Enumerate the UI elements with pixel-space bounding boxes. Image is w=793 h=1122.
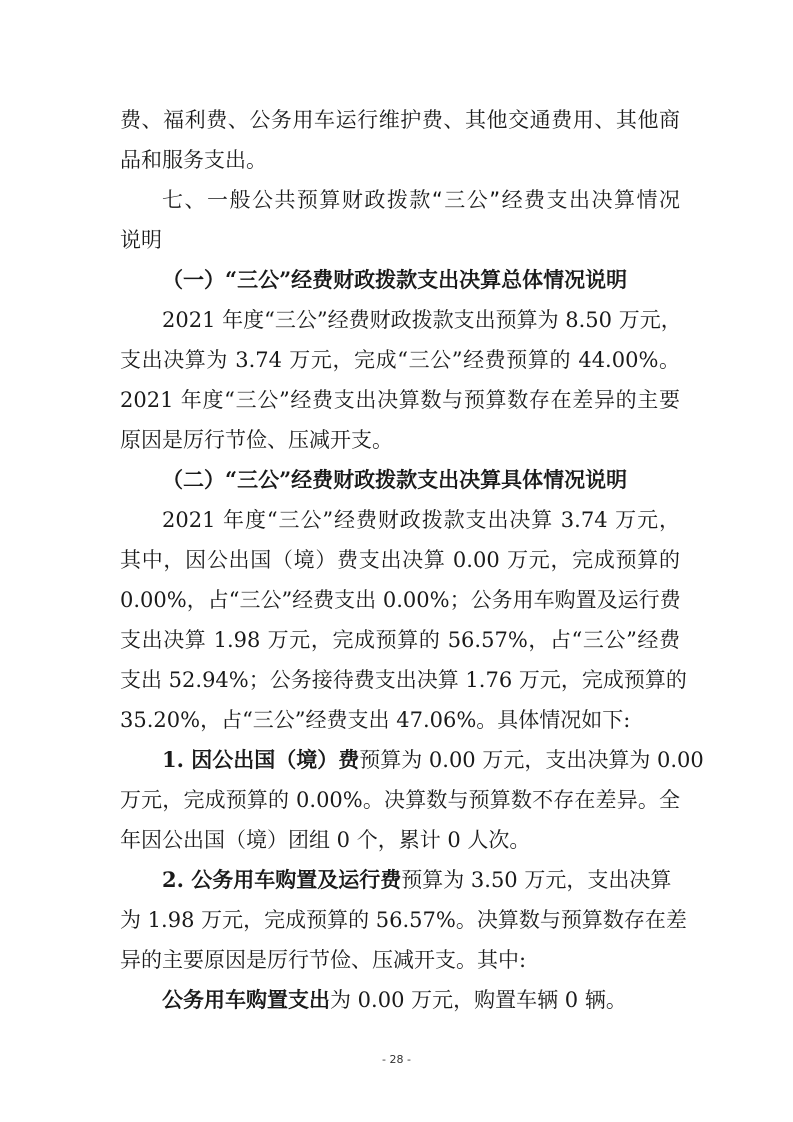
item-3-text: 为 0.00 万元，购置车辆 0 辆。 bbox=[330, 988, 627, 1012]
item-2-line bbox=[162, 861, 680, 899]
body-text-line: 2021 年度“三公”经费支出决算数与预算数存在差异的主要 bbox=[120, 388, 680, 412]
body-text-line: 异的主要原因是厉行节俭、压减开支。其中: bbox=[120, 948, 527, 972]
body-text-line: 支出决算 1.98 万元，完成预算的 56.57%，占“三公”经费 bbox=[120, 628, 680, 652]
section-heading: 七、一般公共预算财政拨款“三公”经费支出决算情况 bbox=[162, 188, 680, 212]
section-heading-continued: 说明 bbox=[120, 228, 162, 252]
item-2-lead: 2. 公务用车购置及运行费 bbox=[162, 867, 402, 892]
body-text-line: 0.00%，占“三公”经费支出 0.00%；公务用车购置及运行费 bbox=[120, 588, 681, 612]
body-text-line: 35.20%，占“三公”经费支出 47.06%。具体情况如下: bbox=[120, 708, 631, 732]
body-text-line: 2021 年度“三公”经费财政拨款支出决算 3.74 万元， bbox=[162, 508, 680, 532]
body-text-line: 支出决算为 3.74 万元，完成“三公”经费预算的 44.00%。 bbox=[120, 348, 680, 372]
body-text-line: 其中，因公出国（境）费支出决算 0.00 万元，完成预算的 bbox=[120, 548, 680, 572]
body-text-line: 原因是厉行节俭、压减开支。 bbox=[120, 428, 393, 452]
subsection-heading-1: （一）“三公”经费财政拨款支出决算总体情况说明 bbox=[162, 267, 628, 292]
body-text-line: 支出 52.94%；公务接待费支出决算 1.76 万元，完成预算的 bbox=[120, 668, 687, 692]
item-1-lead: 1. 因公出国（境）费 bbox=[162, 747, 360, 772]
item-1-line bbox=[162, 741, 704, 779]
body-text-line: 2021 年度“三公”经费财政拨款支出预算为 8.50 万元， bbox=[162, 308, 682, 332]
body-text-line: 品和服务支出。 bbox=[120, 148, 267, 172]
subsection-heading-2: （二）“三公”经费财政拨款支出决算具体情况说明 bbox=[162, 467, 628, 492]
item-2-text: 预算为 3.50 万元，支出决算 bbox=[401, 868, 672, 892]
page-number: - 28 - bbox=[382, 1053, 411, 1066]
body-text-line: 万元，完成预算的 0.00%。决算数与预算数不存在差异。全 bbox=[120, 788, 680, 812]
item-3-line bbox=[162, 981, 680, 1019]
body-text-line: 为 1.98 万元，完成预算的 56.57%。决算数与预算数存在差 bbox=[120, 908, 687, 932]
item-3-lead: 公务用车购置支出 bbox=[162, 987, 330, 1012]
body-text-line: 年因公出国（境）团组 0 个，累计 0 人次。 bbox=[120, 828, 531, 852]
item-1-text: 预算为 0.00 万元，支出决算为 0.00 bbox=[359, 748, 704, 772]
body-text-line: 费、福利费、公务用车运行维护费、其他交通费用、其他商 bbox=[120, 108, 680, 132]
